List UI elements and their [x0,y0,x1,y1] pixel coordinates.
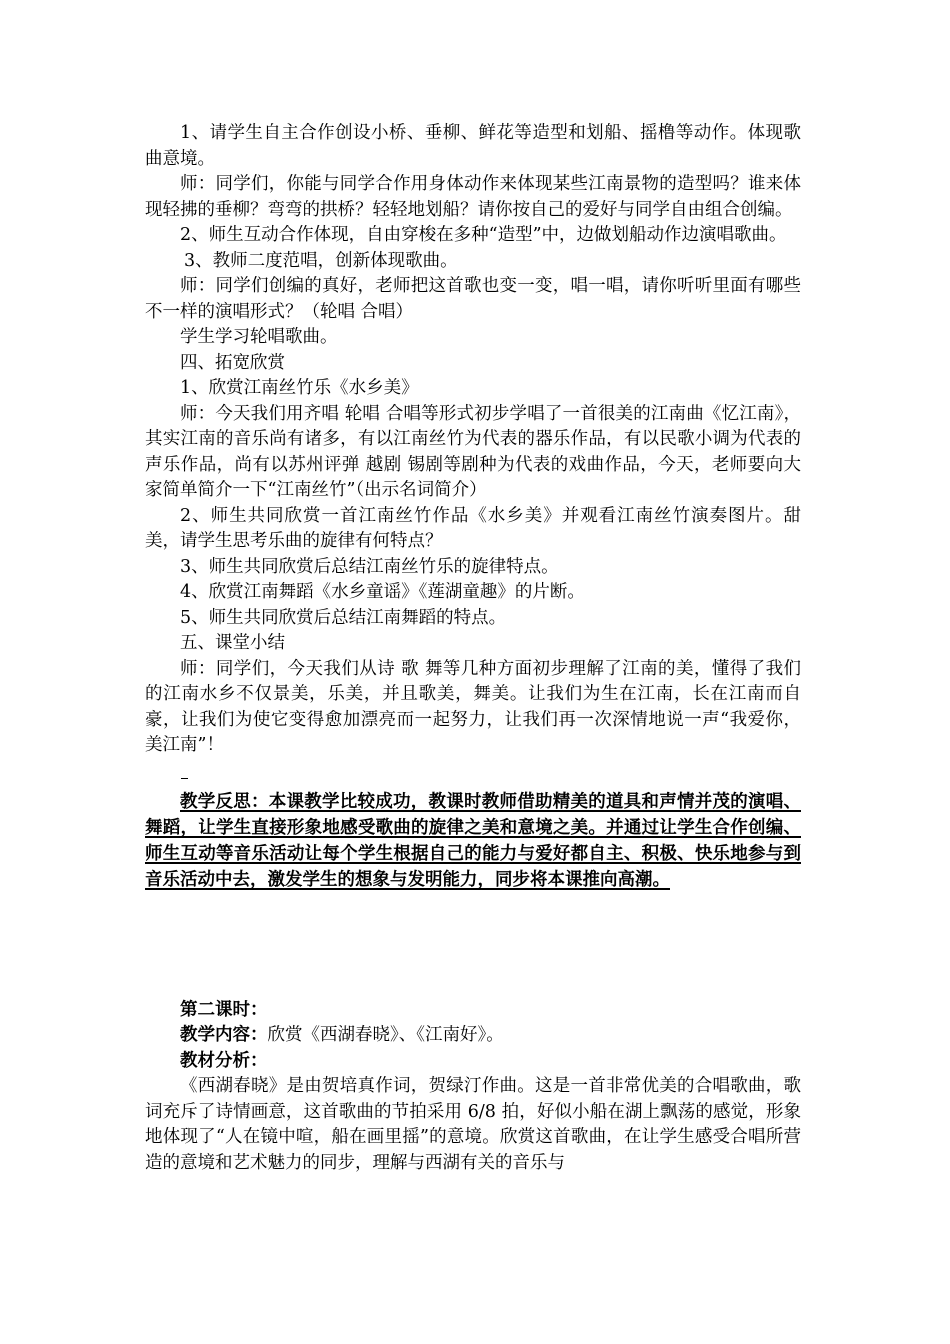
paragraph-activity-1: 1、请学生自主合作创设小桥、垂柳、鲜花等造型和划船、摇橹等动作。体现歌曲意境。 [145,123,801,169]
section-heading-appreciation: 四、拓宽欣赏 [180,352,285,373]
document-page [145,121,801,1176]
paragraph-teacher-intro-jiangnan: 师：今天我们用齐唱 轮唱 合唱等形式初步学唱了一首很美的江南曲《忆江南》， 其实江南的音乐尚有诸多，有以江南丝竹为代表的器乐作品，有以民歌小调为代表的声乐作品，尚有以苏州评弹 越剧 锡剧等剧种为代表的戏曲作品，今天，老师要向大家简单简介一下“江南丝竹”（出示名词简介） [145,403,801,500]
section-heading-summary: 五、课堂小结 [180,633,285,653]
teaching-content-text: 欣赏《西湖春晓》、《江南好》。 [267,1025,504,1045]
paragraph-appreciation-2: 2、师生共同欣赏一首江南丝竹作品《水乡美》并观看江南丝竹演奏图片。甜美，请学生思考乐曲的旋律有何特点？ [145,505,801,551]
paragraph-student-round-singing: 学生学习轮唱歌曲。 [180,327,338,347]
paragraph-activity-2: 2、师生互动合作体现，自由穿梭在多种“造型”中，边做划船动作边演唱歌曲。 [180,225,787,245]
teaching-content-label: 教学内容： [180,1025,268,1045]
revision-mark [181,778,188,779]
paragraph-appreciation-1: 1、欣赏江南丝竹乐《水乡美》 [180,378,419,398]
paragraph-activity-3: 3、教师二度范唱，创新体现歌曲。 [184,250,458,271]
paragraph-appreciation-5: 5、师生共同欣赏后总结江南舞蹈的特点。 [180,607,507,628]
paragraph-teacher-prompt-2: 师：同学们创编的真好，老师把这首歌也变一变，唱一唱，请你听听里面有哪些不一样的演唱形式？（轮唱 合唱） [145,276,801,322]
second-lesson-heading: 第二课时： [180,999,268,1020]
revision-mark-area [145,759,801,789]
blank-space [145,893,801,998]
teaching-content-line [145,1023,801,1049]
paragraph-appreciation-4: 4、欣赏江南舞蹈《水乡童谣》《莲湖童趣》的片断。 [180,582,585,602]
teaching-reflection: 教学反思：本课教学比较成功，教课时教师借助精美的道具和声情并茂的演唱、舞蹈，让学生直接形象地感受歌曲的旋律之美和意境之美。并通过让学生合作创编、师生互动等音乐活动让每个学生根据自己的能力与爱好都自主、积极、快乐地参与到音乐活动中去，激发学生的想象与发明能力，同步将本课推向高潮。 [145,791,801,890]
material-analysis-text: 《西湖春晓》是由贺培真作词，贺绿汀作曲。这是一首非常优美的合唱歌曲，歌词充斥了诗情画意，这首歌曲的节拍采用 6/8 拍，好似小船在湖上飘荡的感觉，形象地体现了“人在镜中喧，船在画里摇”的意境。欣赏这首歌曲，在让学生感受合唱所营造的意境和艺术魅力的同步，理解与西湖有关的音乐与 [145,1076,801,1173]
material-analysis-label: 教材分析： [180,1050,268,1071]
paragraph-summary: 师：同学们，今天我们从诗 歌 舞等几种方面初步理解了江南的美，懂得了我们的江南水乡不仅景美，乐美，并且歌美，舞美。让我们为生在江南，长在江南而自豪，让我们为使它变得愈加漂亮而一起努力，让我们再一次深情地说一声“我爱你，美江南”！ [145,658,801,755]
paragraph-teacher-prompt-1: 师：同学们，你能与同学合作用身体动作来体现某些江南景物的造型吗？谁来体现轻拂的垂柳？弯弯的拱桥？轻轻地划船？请你按自己的爱好与同学自由组合创编。 [145,174,801,220]
paragraph-appreciation-3: 3、师生共同欣赏后总结江南丝竹乐的旋律特点。 [180,556,559,577]
